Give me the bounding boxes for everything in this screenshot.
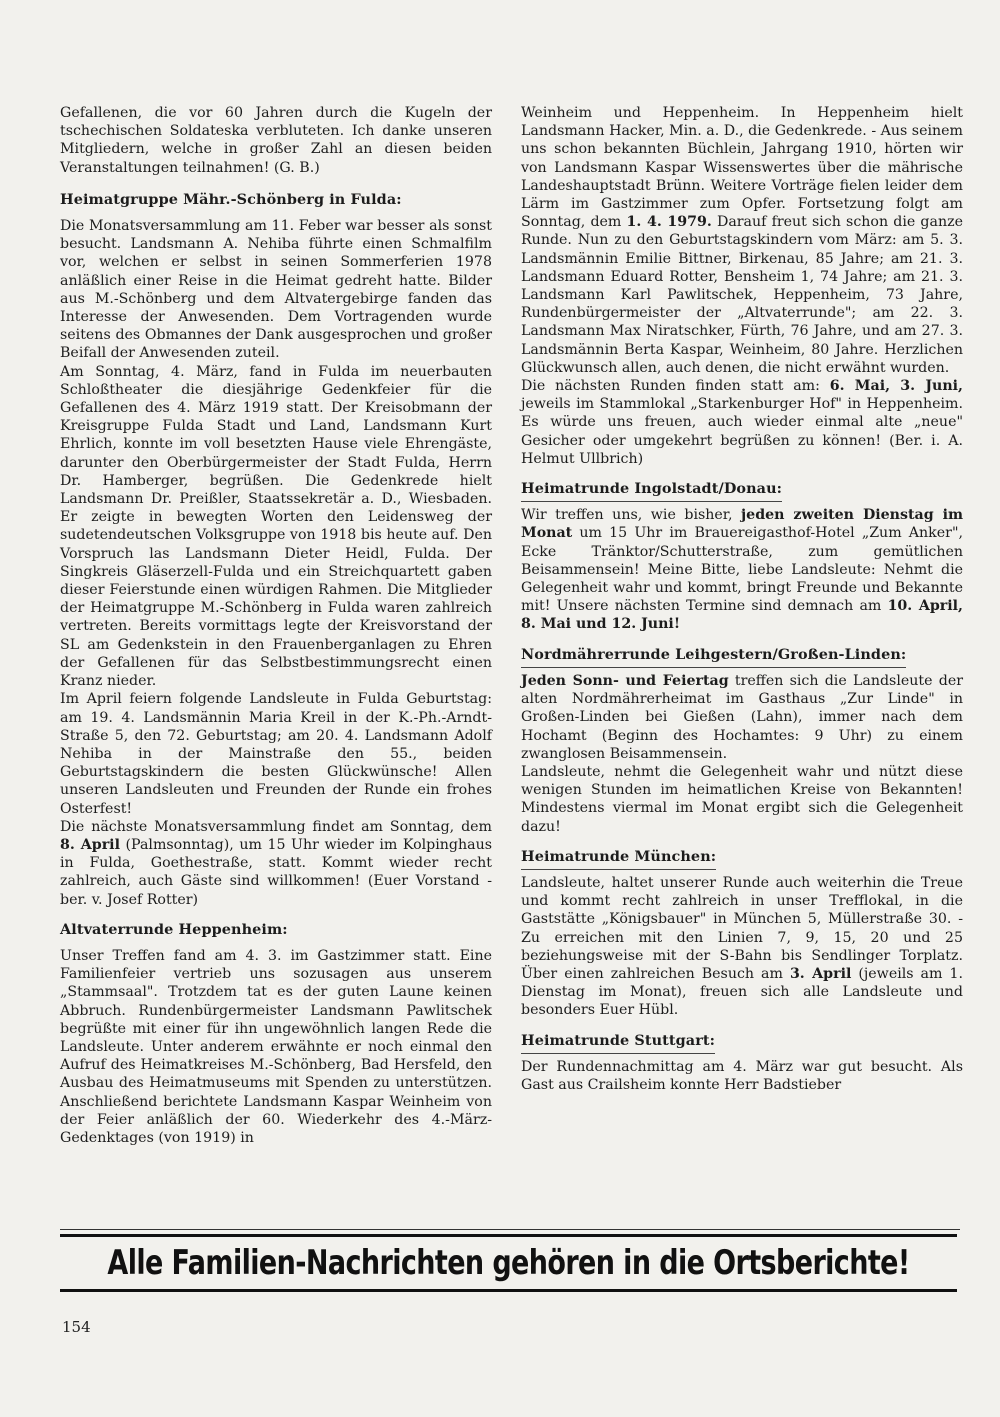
page-number: 154 [62,1318,91,1336]
text-run: Darauf freut sich schon die ganze Runde. Nun zu den Geburtstagskindern vom März: am 5. 3. Landsmännin Emilie Bittner, Birkenau, 85 Jahre; am 21. 3. Landsmann Eduard Rotter, Bensheim 1, 74 Jahre; am 21. 3. Landsmann Karl Pawlitschek, Heppenheim, 73 Jahre, Rundenbürgermeister der „Altvaterrunde"; am 22. 3. Landsmann Max Niratschker, Fürth, 76 Jahre, und am 27. 3. Landsmännin Berta Kaspar, Weinheim, 80 Jahre. Herzlichen Glückwunsch allen, auch denen, die nicht erwähnt wurden. [521,214,963,376]
text-run: treffen sich die Landsleute der alten Nordmährerheimat im Gasthaus „Zur Linde" in Großen-Linden bei Gießen (Lahn), immer nach dem Hochamt (Beginn des Hochamtes: 9 Uhr) zu einem zwanglosen Beisammensein. [521,672,963,762]
bold-date: 1. 4. 1979. [626,214,712,231]
bold-date: 3. April [789,965,852,982]
text-run: (jeweils am 1. Dienstag im Monat), freuen sich alle Landsleute und besonders Euer Hübl. [521,965,963,1019]
paragraph: Am Sonntag, 4. März, fand in Fulda im neuerbauten Schloßtheater die diesjährige Gedenkfeier für die Gefallenen des 4. März 1919 statt. Der Kreisobmann der Kreisgruppe Fulda Stadt und Land, Landsmann Kurt Ehrlich, konnte im voll besetzten Hause viele Ehrengäste, darunter den Oberbürgermeister der Stadt Fulda, Herrn Dr. Hamberger, begrüßen. Die Gedenkrede hielt Landsmann Dr. Preißler, Staatssekretär a. D., Wiesbaden. Er zeigte in bewegten Worten den Leidensweg der sudetendeutschen Volksgruppe von 1918 bis heute auf. Den Vorspruch las Landsmann Dieter Heidl, Fulda. Der Singkreis Gläserzell-Fulda und ein Streichquartett gaben dieser Feierstunde einen würdigen Rahmen. Die Mitglieder der Heimatgruppe M.-Schönberg in Fulda waren zahlreich vertreten. Bereits vormittags legte der Kreisvorstand der SL am Gedenkstein in den Frauenberganlagen zu Ehren der Gefallenen für das Selbstbestimmungsrecht einen Kranz nieder. [60,363,492,690]
intro-paragraph: Gefallenen, die vor 60 Jahren durch die Kugeln der tschechischen Soldateska verbluteten. Ich danke unseren Mitgliedern, welche in großer Zahl an diesen beiden Veranstaltungen teilnahmen! (G. B.) [60,105,492,176]
text-run: (Palmsonntag), um 15 Uhr wieder im Kolpinghaus in Fulda, Goethestraße, statt. Kommt wieder recht zahlreich, auch Gäste sind willkommen! (Euer Vorstand - ber. v. Josef Rotter) [60,836,493,908]
text-run: um 15 Uhr im Brauereigasthof-Hotel „Zum Anker", Ecke Tränktor/Schutterstraße, zum gemütlichen Beisammensein! Meine Bitte, liebe Landsleute: Nehmt die Gelegenheit wahr und kommt, bringt Freunde und Bekannte mit! Unsere nächsten Termine sind demnach am [521,525,963,615]
text-run: Die nächste Monatsversammlung findet am Sonntag, dem [60,818,492,835]
text-run: Wir treffen uns, wie bisher, [521,507,742,524]
paragraph [521,104,963,377]
paragraph: Die Monatsversammlung am 11. Feber war besser als sonst besucht. Landsmann A. Nehiba führte einen Schmalfilm vor, welchen er selbst in seinen Sommerferien 1978 anläßlich einer Reise in die Heimat gedreht hatte. Bilder aus M.-Schönberg und dem Altvatergebirge fanden das Interesse der Anwesenden. Dem Vortragenden wurde seitens des Obmannes der Dank ausgesprochen und großer Beifall der Anwesenden zuteil. [60,218,492,362]
bold-date: 10. April, 8. Mai und 12. Juni! [521,598,963,633]
paragraph: Landsleute, nehmt die Gelegenheit wahr und nützt diese wenigen Stunden im heimatlichen Kreise von Bekannten! Mindestens viermal im Monat ergibt sich die Gelegenheit dazu! [521,763,963,835]
paragraph [521,672,963,763]
bold-phrase: Jeden Sonn- und Feiertag [521,672,729,689]
heading-maehr-schoenberg: Heimatgruppe Mähr.-Schönberg in Fulda: [60,190,402,208]
paragraph [521,874,963,1020]
text-run: Die nächsten Runden finden statt am: [521,378,830,395]
paragraph: Unser Treffen fand am 4. 3. im Gastzimmer statt. Eine Familienfeier vertrieb uns sozusagen aus unserem „Stammsaal". Trotzdem tat es der guten Laune keinen Abbruch. Rundenbürgermeister Landsmann Pawlitschek begrüßte mit einer für ihn ungewöhnlich langen Rede die Landsleute. Unter anderem erwähnte er noch einmal den Aufruf des Heimatkreises M.-Schönberg, Bad Hersfeld, den Ausbau des Heimatmuseums mit Spenden zu unterstützen. Anschließend berichtete Landsmann Kaspar Weinheim von der Feier anläßlich der 60. Wiederkehr des 4.-März-Gedenktages (von 1919) in [60,947,492,1146]
bold-date: 6. Mai, 3. Juni, [829,378,963,395]
paragraph: Der Rundennachmittag am 4. März war gut besucht. Als Gast aus Crailsheim konnte Herr Badstieber [521,1058,963,1093]
bold-phrase: jeden zweiten Dienstag im Monat [521,507,963,542]
paragraph [521,506,963,633]
text-run: Landsleute, haltet unserer Runde auch weiterhin die Treue und kommt recht zahlreich in unser Trefflokal, in die Gaststätte „Königsbauer" in München 5, Müllerstraße 30. - Zu erreichen mit den Linien 7, 9, 15, 20 und 25 beziehungsweise mit der S-Bahn bis Sendlinger Torplatz. Über einen zahlreichen Besuch am [521,874,963,982]
text-run: jeweils im Stammlokal „Starkenburger Hof" in Heppenheim. Es würde uns freuen, auch wieder einmal alte „neue" Gesicher oder umgekehrt begrüßen zu können! (Ber. i. A. Helmut Ullbrich) [521,396,963,467]
left-column [60,104,492,1147]
heading-muenchen: Heimatrunde München: [521,848,716,870]
heading-nordmaehrerrunde: Nordmährerrunde Leihgestern/Großen-Linden: [521,646,906,668]
paragraph [521,377,963,468]
notice-banner [60,1234,957,1292]
heading-stuttgart: Heimatrunde Stuttgart: [521,1032,715,1054]
column-end-rule [60,1229,960,1230]
bold-date: 8. April [60,836,120,853]
heading-altvaterrunde: Altvaterrunde Heppenheim: [60,920,288,938]
banner-text: Alle Familien-Nachrichten gehören in die Ortsberichte! [107,1243,910,1283]
text-run: Weinheim und Heppenheim. In Heppenheim hielt Landsmann Hacker, Min. a. D., die Gedenkrede. - Aus seinem uns schon bekannten Büchlein, Jahrgang 1910, hörten wir von Landsmann Kaspar Wissenswertes über die mährische Landeshauptstadt Brünn. Weitere Vorträge fielen leider dem Lärm im Gastzimmer zum Opfer. Fortsetzung folgt am Sonntag, dem [521,105,964,231]
paragraph [60,818,492,909]
heading-ingolstadt: Heimatrunde Ingolstadt/Donau: [521,480,782,502]
paragraph: Im April feiern folgende Landsleute in Fulda Geburtstag: am 19. 4. Landsmännin Maria Kreil in der K.-Ph.-Arndt-Straße 5, den 72. Geburtstag; am 20. 4. Landsmann Adolf Nehiba in der Mainstraße den 55., beiden Geburtstagskindern die besten Glückwünsche! Allen unseren Landsleuten und Freunden der Runde ein frohes Osterfest! [60,691,492,817]
right-column [521,104,963,1094]
